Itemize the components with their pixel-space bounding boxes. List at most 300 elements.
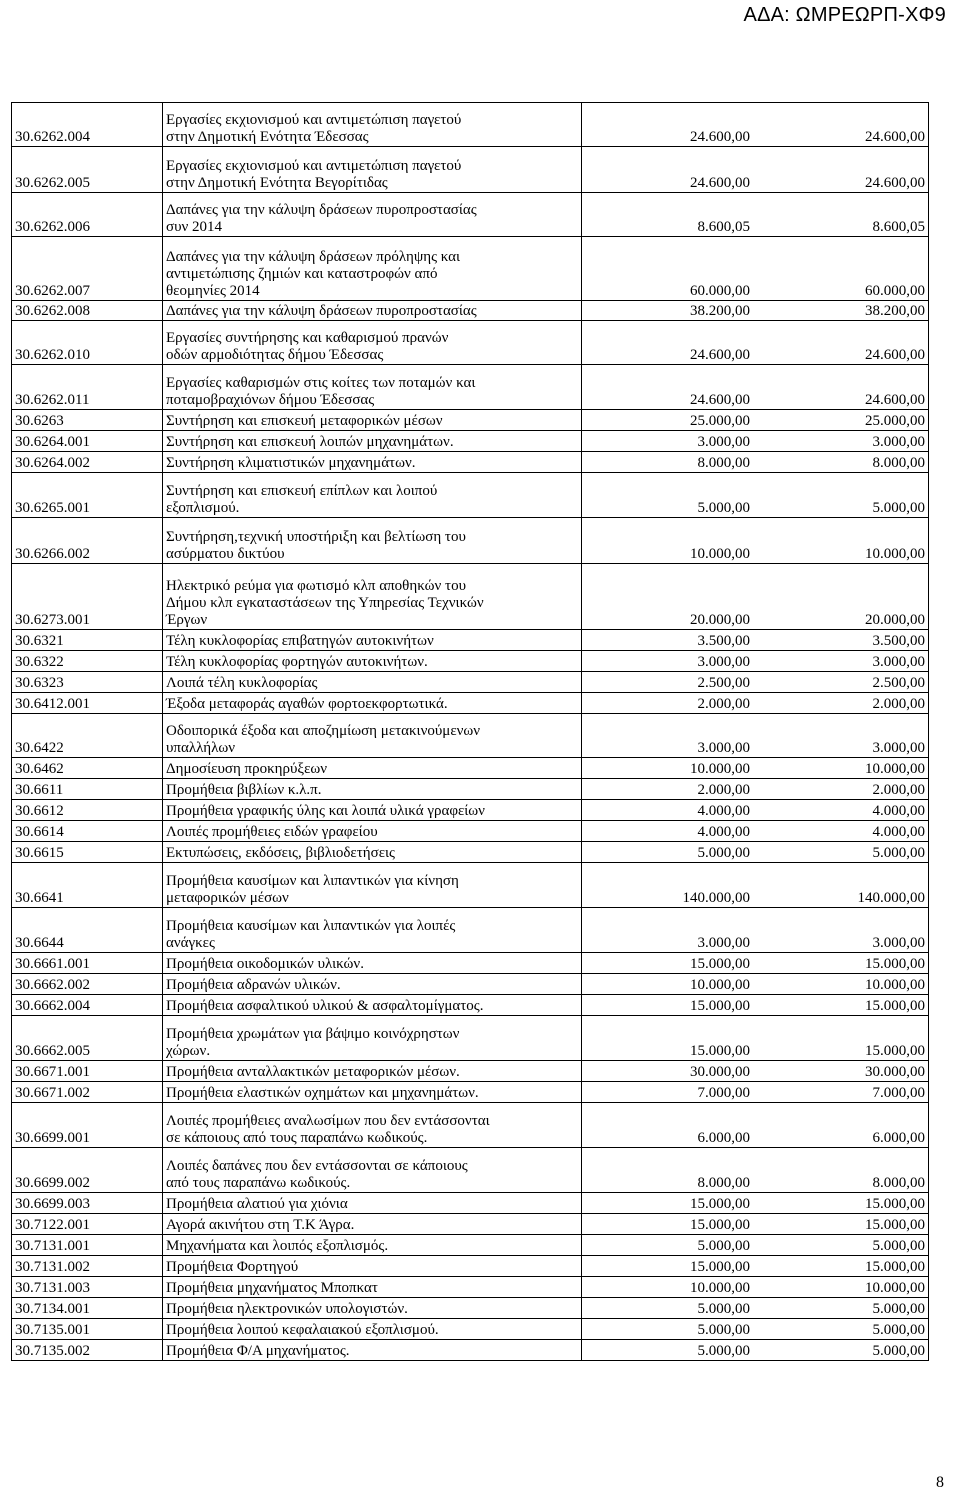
table-row — [12, 630, 929, 651]
account-code-cell: 30.6661.001 — [12, 953, 163, 974]
description-cell — [163, 1340, 582, 1361]
table-row — [12, 863, 929, 908]
account-code-cell: 30.6262.006 — [12, 193, 163, 237]
amounts-cell — [582, 779, 929, 800]
table-row — [12, 821, 929, 842]
amount-final: 24.600,00 — [865, 392, 925, 408]
amount-initial: 10.000,00 — [690, 977, 750, 993]
amounts-cell — [582, 974, 929, 995]
table-row — [12, 1214, 929, 1235]
amount-initial: 24.600,00 — [690, 129, 750, 145]
amounts-wrap — [585, 129, 925, 146]
description-cell — [163, 1277, 582, 1298]
amounts-cell — [582, 758, 929, 779]
amounts-cell — [582, 473, 929, 518]
account-code-cell: 30.7135.002 — [12, 1340, 163, 1361]
description-cell — [163, 452, 582, 473]
amounts-cell — [582, 431, 929, 452]
description-line: οδών αρμοδιότητας δήμου Έδεσσας — [166, 347, 384, 363]
amount-final: 15.000,00 — [865, 1196, 925, 1212]
amounts-cell — [582, 147, 929, 193]
amount-final: 10.000,00 — [865, 977, 925, 993]
page-number: 8 — [936, 1474, 944, 1491]
table-row — [12, 758, 929, 779]
account-code-cell: 30.6262.007 — [12, 237, 163, 301]
account-code-cell: 30.6462 — [12, 758, 163, 779]
amount-final: 30.000,00 — [865, 1064, 925, 1080]
description-cell — [163, 693, 582, 714]
amount-initial: 4.000,00 — [697, 824, 750, 840]
amounts-wrap — [585, 740, 925, 757]
description-line: Μηχανήματα και λοιπός εξοπλισμός. — [166, 1238, 389, 1254]
description-cell — [163, 953, 582, 974]
amounts-wrap — [585, 1238, 925, 1255]
description-line: Προμήθεια Φορτηγού — [166, 1259, 299, 1275]
description-cell — [163, 1016, 582, 1061]
description-cell — [163, 1214, 582, 1235]
table-row — [12, 452, 929, 473]
amount-initial: 2.000,00 — [697, 696, 750, 712]
description-cell — [163, 995, 582, 1016]
account-code-cell: 30.6321 — [12, 630, 163, 651]
amount-final: 3.000,00 — [872, 740, 925, 756]
amount-final: 3.000,00 — [872, 434, 925, 450]
table-row — [12, 147, 929, 193]
amounts-wrap — [585, 500, 925, 517]
amounts-cell — [582, 1016, 929, 1061]
amounts-cell — [582, 452, 929, 473]
description-line: Έξοδα μεταφοράς αγαθών φορτοεκφορτωτικά. — [166, 696, 448, 712]
amount-initial: 5.000,00 — [697, 1343, 750, 1359]
amounts-cell — [582, 301, 929, 321]
amount-final: 7.000,00 — [872, 1085, 925, 1101]
amounts-wrap — [585, 845, 925, 862]
amount-initial: 3.000,00 — [697, 434, 750, 450]
description-line: Εργασίες εκχιονισμού και αντιμετώπιση παγετού — [166, 112, 462, 128]
amount-final: 15.000,00 — [865, 956, 925, 972]
account-code-cell: 30.6266.002 — [12, 518, 163, 564]
amounts-wrap — [585, 956, 925, 973]
table-row — [12, 473, 929, 518]
amounts-wrap — [585, 347, 925, 364]
amounts-wrap — [585, 1217, 925, 1234]
amount-initial: 3.000,00 — [697, 654, 750, 670]
amount-initial: 3.000,00 — [697, 740, 750, 756]
amount-initial: 2.000,00 — [697, 782, 750, 798]
account-code-cell: 30.6699.003 — [12, 1193, 163, 1214]
account-code-cell: 30.7122.001 — [12, 1214, 163, 1235]
account-code-cell: 30.6699.001 — [12, 1103, 163, 1148]
amount-final: 5.000,00 — [872, 1343, 925, 1359]
description-cell — [163, 1061, 582, 1082]
amounts-cell — [582, 842, 929, 863]
table-row — [12, 1298, 929, 1319]
amounts-wrap — [585, 1085, 925, 1102]
description-line: Οδοιπορικά έξοδα και αποζημίωση μετακινούμενων — [166, 723, 481, 739]
amounts-cell — [582, 1061, 929, 1082]
amount-initial: 24.600,00 — [690, 392, 750, 408]
account-code-cell: 30.6412.001 — [12, 693, 163, 714]
account-code-cell: 30.6662.002 — [12, 974, 163, 995]
amounts-cell — [582, 630, 929, 651]
amounts-cell — [582, 321, 929, 365]
amounts-wrap — [585, 824, 925, 841]
amounts-wrap — [585, 455, 925, 472]
amount-initial: 3.000,00 — [697, 935, 750, 951]
description-cell — [163, 779, 582, 800]
table-row — [12, 714, 929, 758]
description-line: θεομηνίες 2014 — [166, 283, 260, 299]
amount-final: 8.600,05 — [872, 219, 925, 235]
table-row — [12, 672, 929, 693]
amounts-wrap — [585, 1196, 925, 1213]
description-line: ανάγκες — [166, 935, 215, 951]
description-line: Τέλη κυκλοφορίας επιβατηγών αυτοκινήτων — [166, 633, 434, 649]
account-code-cell: 30.6422 — [12, 714, 163, 758]
amount-final: 4.000,00 — [872, 824, 925, 840]
description-line: μεταφορικών μέσων — [166, 890, 289, 906]
description-cell — [163, 758, 582, 779]
account-code-cell: 30.6662.005 — [12, 1016, 163, 1061]
account-code-cell: 30.6644 — [12, 908, 163, 953]
amounts-wrap — [585, 1322, 925, 1339]
amount-initial: 15.000,00 — [690, 1217, 750, 1233]
table-row — [12, 1256, 929, 1277]
description-line: Προμήθεια ηλεκτρονικών υπολογιστών. — [166, 1301, 408, 1317]
description-line: Έργων — [166, 612, 208, 628]
account-code-cell: 30.7135.001 — [12, 1319, 163, 1340]
amount-final: 6.000,00 — [872, 1130, 925, 1146]
table-row — [12, 1016, 929, 1061]
description-cell — [163, 1148, 582, 1193]
account-code-cell: 30.7131.003 — [12, 1277, 163, 1298]
description-line: Δαπάνες για την κάλυψη δράσεων πυροπροστασίας — [166, 303, 477, 319]
table-row — [12, 321, 929, 365]
description-line: Συντήρηση και επισκευή επίπλων και λοιπού — [166, 483, 438, 499]
amounts-wrap — [585, 1301, 925, 1318]
table-row — [12, 995, 929, 1016]
description-cell — [163, 800, 582, 821]
amounts-cell — [582, 1256, 929, 1277]
description-cell — [163, 1103, 582, 1148]
table-row — [12, 1277, 929, 1298]
description-cell — [163, 908, 582, 953]
table-row — [12, 800, 929, 821]
amounts-wrap — [585, 675, 925, 692]
amount-initial: 60.000,00 — [690, 283, 750, 299]
amounts-cell — [582, 693, 929, 714]
amount-final: 8.000,00 — [872, 1175, 925, 1191]
amounts-cell — [582, 953, 929, 974]
amount-final: 3.000,00 — [872, 935, 925, 951]
amount-final: 5.000,00 — [872, 500, 925, 516]
description-cell — [163, 714, 582, 758]
amount-final: 15.000,00 — [865, 1259, 925, 1275]
amounts-cell — [582, 1082, 929, 1103]
table-row — [12, 237, 929, 301]
amounts-cell — [582, 103, 929, 147]
amount-final: 5.000,00 — [872, 1301, 925, 1317]
account-code-cell: 30.6262.011 — [12, 365, 163, 410]
amount-final: 2.000,00 — [872, 696, 925, 712]
amount-initial: 5.000,00 — [697, 845, 750, 861]
amount-initial: 4.000,00 — [697, 803, 750, 819]
description-cell — [163, 1082, 582, 1103]
amount-final: 60.000,00 — [865, 283, 925, 299]
amount-final: 15.000,00 — [865, 1217, 925, 1233]
description-cell — [163, 193, 582, 237]
amount-final: 24.600,00 — [865, 129, 925, 145]
amount-initial: 30.000,00 — [690, 1064, 750, 1080]
description-cell — [163, 1235, 582, 1256]
description-cell — [163, 1298, 582, 1319]
amounts-wrap — [585, 1343, 925, 1360]
amount-initial: 140.000,00 — [682, 890, 750, 906]
amount-final: 4.000,00 — [872, 803, 925, 819]
amounts-wrap — [585, 175, 925, 192]
amounts-cell — [582, 800, 929, 821]
amounts-cell — [582, 651, 929, 672]
description-cell — [163, 431, 582, 452]
description-cell — [163, 410, 582, 431]
amount-initial: 24.600,00 — [690, 175, 750, 191]
amount-initial: 24.600,00 — [690, 347, 750, 363]
table-row — [12, 365, 929, 410]
amount-initial: 15.000,00 — [690, 1043, 750, 1059]
amounts-cell — [582, 518, 929, 564]
description-cell — [163, 321, 582, 365]
account-code-cell: 30.6641 — [12, 863, 163, 908]
amounts-cell — [582, 193, 929, 237]
description-line: Προμήθεια βιβλίων κ.λ.π. — [166, 782, 322, 798]
description-cell — [163, 518, 582, 564]
account-code-cell: 30.6615 — [12, 842, 163, 863]
description-line: Προμήθεια οικοδομικών υλικών. — [166, 956, 364, 972]
description-line: Προμήθεια γραφικής ύλης και λοιπά υλικά γραφείων — [166, 803, 485, 819]
amounts-cell — [582, 365, 929, 410]
amount-final: 20.000,00 — [865, 612, 925, 628]
account-code-cell: 30.6614 — [12, 821, 163, 842]
amount-final: 10.000,00 — [865, 546, 925, 562]
description-line: από τους παραπάνω κωδικούς. — [166, 1175, 351, 1191]
description-line: χώρων. — [166, 1043, 211, 1059]
description-cell — [163, 630, 582, 651]
description-line: Προμήθεια χρωμάτων για βάψιμο κοινόχρηστων — [166, 1026, 460, 1042]
description-line: ποταμοβραχιόνων δήμου Έδεσσας — [166, 392, 375, 408]
amounts-cell — [582, 237, 929, 301]
amount-initial: 15.000,00 — [690, 1259, 750, 1275]
description-line: Λοιπές δαπάνες που δεν εντάσσονται σε κάποιους — [166, 1158, 468, 1174]
amounts-cell — [582, 1298, 929, 1319]
amount-final: 10.000,00 — [865, 761, 925, 777]
description-cell — [163, 821, 582, 842]
amount-initial: 8.000,00 — [697, 455, 750, 471]
amounts-cell — [582, 1193, 929, 1214]
description-line: Εργασίες καθαρισμών στις κοίτες των ποταμών και — [166, 375, 476, 391]
amounts-cell — [582, 410, 929, 431]
table-row — [12, 1193, 929, 1214]
description-line: σε κάποιους από τους παραπάνω κωδικούς. — [166, 1130, 428, 1146]
account-code-cell: 30.6262.004 — [12, 103, 163, 147]
amount-initial: 10.000,00 — [690, 1280, 750, 1296]
description-line: Προμήθεια αλατιού για χιόνια — [166, 1196, 348, 1212]
table-row — [12, 193, 929, 237]
amounts-wrap — [585, 219, 925, 236]
amounts-cell — [582, 863, 929, 908]
amounts-wrap — [585, 546, 925, 563]
description-line: Τέλη κυκλοφορίας φορτηγών αυτοκινήτων. — [166, 654, 428, 670]
amounts-cell — [582, 1340, 929, 1361]
description-line: συν 2014 — [166, 219, 223, 235]
table-row — [12, 431, 929, 452]
amount-final: 24.600,00 — [865, 175, 925, 191]
amounts-cell — [582, 908, 929, 953]
amount-initial: 2.500,00 — [697, 675, 750, 691]
description-cell — [163, 651, 582, 672]
amount-final: 15.000,00 — [865, 1043, 925, 1059]
table-row — [12, 1148, 929, 1193]
amount-final: 5.000,00 — [872, 845, 925, 861]
amount-initial: 15.000,00 — [690, 956, 750, 972]
amount-initial: 3.500,00 — [697, 633, 750, 649]
table-row — [12, 1319, 929, 1340]
amounts-wrap — [585, 633, 925, 650]
table-row — [12, 103, 929, 147]
account-code-cell: 30.6263 — [12, 410, 163, 431]
account-code-cell: 30.7131.001 — [12, 1235, 163, 1256]
table-row — [12, 974, 929, 995]
description-line: Συντήρηση και επισκευή λοιπών μηχανημάτων. — [166, 434, 454, 450]
description-line: στην Δημοτική Ενότητα Έδεσσας — [166, 129, 369, 145]
description-cell — [163, 301, 582, 321]
amount-initial: 7.000,00 — [697, 1085, 750, 1101]
amount-initial: 10.000,00 — [690, 761, 750, 777]
amounts-wrap — [585, 890, 925, 907]
amounts-wrap — [585, 283, 925, 300]
amounts-wrap — [585, 1259, 925, 1276]
amounts-cell — [582, 1214, 929, 1235]
amount-final: 15.000,00 — [865, 998, 925, 1014]
description-line: Δημοσίευση προκηρύξεων — [166, 761, 328, 777]
amounts-cell — [582, 821, 929, 842]
description-line: Προμήθεια μηχανήματος Μποπκατ — [166, 1280, 378, 1296]
description-cell — [163, 672, 582, 693]
description-line: Ηλεκτρικό ρεύμα για φωτισμό κλπ αποθηκών του — [166, 578, 466, 594]
amounts-wrap — [585, 1175, 925, 1192]
amount-initial: 10.000,00 — [690, 546, 750, 562]
amount-final: 5.000,00 — [872, 1322, 925, 1338]
amounts-wrap — [585, 413, 925, 430]
amount-initial: 15.000,00 — [690, 998, 750, 1014]
table-row — [12, 953, 929, 974]
amount-initial: 8.000,00 — [697, 1175, 750, 1191]
description-line: Προμήθεια λοιπού κεφαλαιακού εξοπλισμού. — [166, 1322, 439, 1338]
account-code-cell: 30.7131.002 — [12, 1256, 163, 1277]
description-cell — [163, 564, 582, 630]
account-code-cell: 30.6273.001 — [12, 564, 163, 630]
amounts-cell — [582, 1235, 929, 1256]
amount-initial: 5.000,00 — [697, 1238, 750, 1254]
amount-initial: 6.000,00 — [697, 1130, 750, 1146]
amounts-cell — [582, 672, 929, 693]
description-line: Εργασίες συντήρησης και καθαρισμού πρανών — [166, 330, 449, 346]
description-cell — [163, 1256, 582, 1277]
table-row — [12, 693, 929, 714]
description-cell — [163, 103, 582, 147]
account-code-cell: 30.6611 — [12, 779, 163, 800]
amounts-cell — [582, 714, 929, 758]
account-code-cell: 30.6264.001 — [12, 431, 163, 452]
amount-final: 3.000,00 — [872, 654, 925, 670]
amount-initial: 5.000,00 — [697, 1322, 750, 1338]
table-row — [12, 1103, 929, 1148]
table-row — [12, 410, 929, 431]
description-line: υπαλλήλων — [166, 740, 236, 756]
description-cell — [163, 1193, 582, 1214]
amount-initial: 8.600,05 — [697, 219, 750, 235]
description-line: Αγορά ακινήτου στη Τ.Κ Άγρα. — [166, 1217, 355, 1233]
description-line: Δήμου κλπ εγκαταστάσεων της Υπηρεσίας Τεχνικών — [166, 595, 484, 611]
account-code-cell: 30.6262.005 — [12, 147, 163, 193]
amount-initial: 5.000,00 — [697, 1301, 750, 1317]
amounts-wrap — [585, 782, 925, 799]
amounts-wrap — [585, 392, 925, 409]
account-code-cell: 30.6262.008 — [12, 301, 163, 321]
table-row — [12, 842, 929, 863]
description-line: αντιμετώπισης ζημιών και καταστροφών από — [166, 266, 438, 282]
amount-final: 10.000,00 — [865, 1280, 925, 1296]
description-cell — [163, 863, 582, 908]
budget-table — [11, 102, 929, 1361]
description-line: Προμήθεια ανταλλακτικών μεταφορικών μέσων. — [166, 1064, 460, 1080]
amount-final: 24.600,00 — [865, 347, 925, 363]
table-row — [12, 1340, 929, 1361]
amount-initial: 5.000,00 — [697, 500, 750, 516]
description-cell — [163, 237, 582, 301]
amount-final: 140.000,00 — [857, 890, 925, 906]
amount-initial: 20.000,00 — [690, 612, 750, 628]
amount-final: 38.200,00 — [865, 303, 925, 319]
table-row — [12, 651, 929, 672]
amounts-cell — [582, 995, 929, 1016]
description-line: στην Δημοτική Ενότητα Βεγορίτιδας — [166, 175, 388, 191]
description-line: Συντήρηση κλιματιστικών μηχανημάτων. — [166, 455, 416, 471]
amounts-wrap — [585, 303, 925, 320]
description-line: Συντήρηση,τεχνική υποστήριξη και βελτίωση του — [166, 529, 466, 545]
account-code-cell: 30.7134.001 — [12, 1298, 163, 1319]
amount-initial: 38.200,00 — [690, 303, 750, 319]
description-cell — [163, 1319, 582, 1340]
amounts-wrap — [585, 696, 925, 713]
description-cell — [163, 473, 582, 518]
description-line: Λοιπά τέλη κυκλοφορίας — [166, 675, 318, 691]
account-code-cell: 30.6662.004 — [12, 995, 163, 1016]
description-line: Λοιπές προμήθειες αναλωσίμων που δεν εντάσσονται — [166, 1113, 490, 1129]
description-cell — [163, 365, 582, 410]
description-line: Λοιπές προμήθειες ειδών γραφείου — [166, 824, 378, 840]
amounts-wrap — [585, 761, 925, 778]
description-line: Προμήθεια Φ/Α μηχανήματος. — [166, 1343, 350, 1359]
description-line: εξοπλισμού. — [166, 500, 240, 516]
table-row — [12, 779, 929, 800]
table-row — [12, 564, 929, 630]
description-cell — [163, 974, 582, 995]
amounts-cell — [582, 1277, 929, 1298]
amounts-wrap — [585, 1043, 925, 1060]
amount-final: 8.000,00 — [872, 455, 925, 471]
amount-final: 25.000,00 — [865, 413, 925, 429]
account-code-cell: 30.6671.001 — [12, 1061, 163, 1082]
